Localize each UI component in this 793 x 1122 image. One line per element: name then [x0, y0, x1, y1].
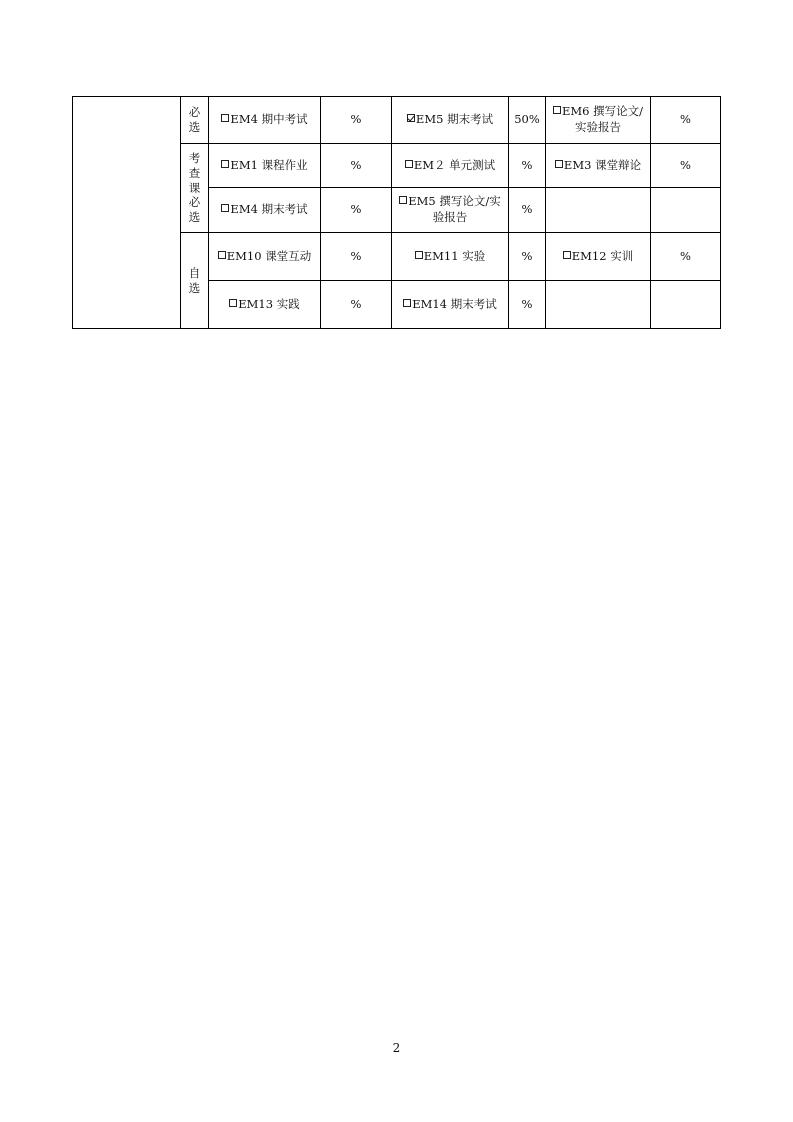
percent-cell[interactable]: % — [651, 144, 721, 188]
percent-cell[interactable]: % — [321, 233, 392, 281]
checked-checkbox-icon[interactable] — [407, 114, 415, 122]
percent-cell[interactable]: % — [509, 188, 546, 233]
method-cell[interactable]: EM14 期末考试 — [392, 281, 509, 329]
percent-cell[interactable]: % — [651, 233, 721, 281]
group-label-elective: 自选 — [181, 233, 209, 329]
checkbox-icon[interactable] — [221, 204, 229, 212]
checkbox-icon[interactable] — [415, 251, 423, 259]
method-cell[interactable]: EM6 撰写论文/实验报告 — [546, 97, 651, 144]
method-cell[interactable]: EM２ 单元测试 — [392, 144, 509, 188]
percent-cell[interactable]: % — [509, 233, 546, 281]
method-cell[interactable]: EM1 课程作业 — [209, 144, 321, 188]
page-number: 2 — [392, 1041, 401, 1055]
checkbox-icon[interactable] — [405, 160, 413, 168]
group-label-compulsory: 必选 — [181, 97, 209, 144]
percent-cell[interactable]: % — [321, 97, 392, 144]
empty-percent-cell — [651, 188, 721, 233]
percent-cell[interactable]: % — [321, 188, 392, 233]
method-cell[interactable]: EM3 课堂辩论 — [546, 144, 651, 188]
assessment-methods-table — [72, 96, 721, 329]
checkbox-icon[interactable] — [403, 299, 411, 307]
group-label-exam-course-compulsory: 考查课必选 — [181, 144, 209, 233]
checkbox-icon[interactable] — [399, 196, 407, 204]
checkbox-icon[interactable] — [553, 106, 561, 114]
table-row — [73, 97, 721, 144]
blank-label-cell — [73, 97, 181, 329]
method-cell[interactable]: EM4 期末考试 — [209, 188, 321, 233]
checkbox-icon[interactable] — [555, 160, 563, 168]
percent-cell[interactable]: 50% — [509, 97, 546, 144]
method-cell[interactable]: EM11 实验 — [392, 233, 509, 281]
method-cell[interactable]: EM12 实训 — [546, 233, 651, 281]
method-cell[interactable]: EM4 期中考试 — [209, 97, 321, 144]
empty-method-cell — [546, 281, 651, 329]
percent-cell[interactable]: % — [321, 144, 392, 188]
checkbox-icon[interactable] — [221, 160, 229, 168]
method-cell[interactable]: EM10 课堂互动 — [209, 233, 321, 281]
percent-cell[interactable]: % — [651, 97, 721, 144]
checkbox-icon[interactable] — [563, 251, 571, 259]
checkbox-icon[interactable] — [229, 299, 237, 307]
percent-cell[interactable]: % — [509, 144, 546, 188]
method-cell[interactable]: EM13 实践 — [209, 281, 321, 329]
percent-cell[interactable]: % — [509, 281, 546, 329]
method-cell[interactable]: EM5 撰写论文/实验报告 — [392, 188, 509, 233]
checkbox-icon[interactable] — [218, 251, 226, 259]
method-cell[interactable]: EM5 期末考试 — [392, 97, 509, 144]
empty-method-cell — [546, 188, 651, 233]
empty-percent-cell — [651, 281, 721, 329]
checkbox-icon[interactable] — [221, 114, 229, 122]
percent-cell[interactable]: % — [321, 281, 392, 329]
